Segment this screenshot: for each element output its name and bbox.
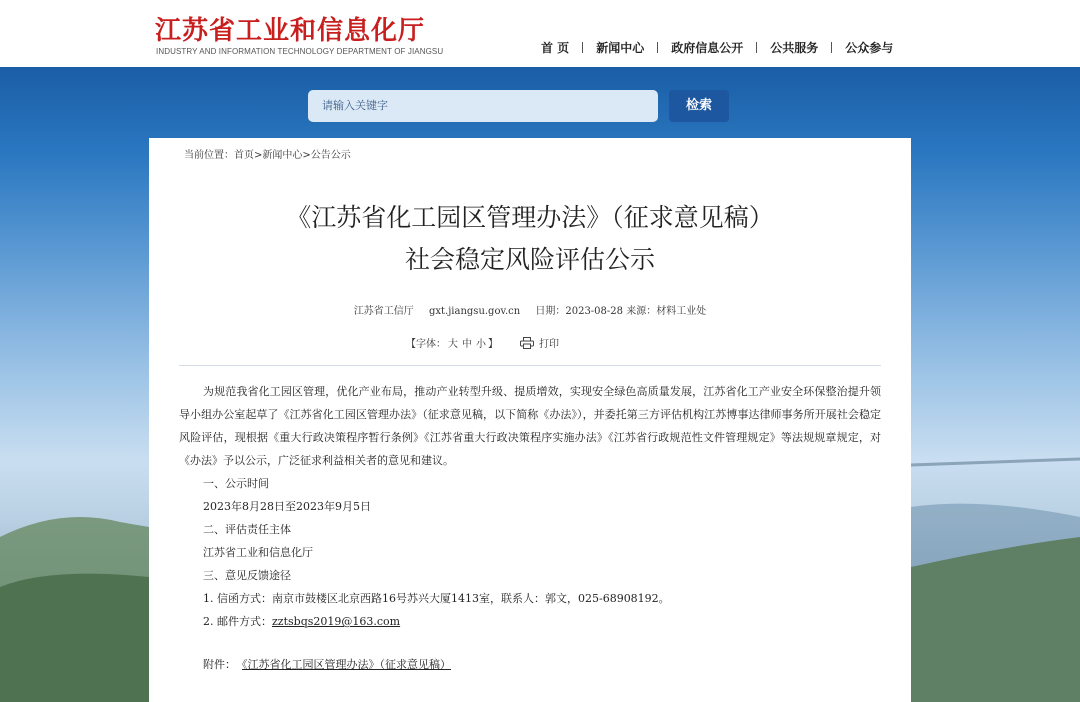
breadcrumb: 当前位置：首页>新闻中心>公告公示 bbox=[184, 150, 351, 161]
font-small-button[interactable]: 小 bbox=[476, 339, 486, 350]
font-medium-button[interactable]: 中 bbox=[462, 339, 472, 350]
attachment-label: 附件： bbox=[203, 658, 236, 671]
article-title-line2: 社会稳定风险评估公示 bbox=[404, 245, 655, 274]
site-logo-english: INDUSTRY AND INFORMATION TECHNOLOGY DEPARTMENT OF JIANGSU bbox=[156, 47, 444, 56]
section1-body: 2023年8月28日至2023年9月5日 bbox=[203, 500, 371, 513]
article-panel bbox=[149, 138, 911, 702]
nav-item-news-center[interactable]: 新闻中心 bbox=[596, 41, 645, 55]
font-size-controls bbox=[406, 335, 559, 350]
meta-source: 江苏省工信厅 bbox=[353, 306, 414, 317]
article-title-line1: 《江苏省化工园区管理办法》（征求意见稿） bbox=[286, 203, 774, 232]
section1-title: 一、公示时间 bbox=[203, 477, 269, 490]
search-button[interactable]: 检索 bbox=[669, 90, 729, 122]
font-large-button[interactable]: 大 bbox=[448, 339, 458, 350]
email-link[interactable]: zztsbqs2019@163.com bbox=[272, 615, 401, 628]
feedback-letter: 1. 信函方式：南京市鼓楼区北京西路16号苏兴大厦1413室，联系人：郭文，025-68908192。 bbox=[203, 592, 670, 605]
nav-item-public-service[interactable]: 公共服务 bbox=[770, 41, 819, 55]
meta-date-origin: 日期：2023-08-28 来源：材料工业处 bbox=[535, 306, 707, 317]
nav-item-public-participation[interactable]: 公众参与 bbox=[845, 41, 894, 55]
main-nav bbox=[528, 39, 906, 56]
font-label-suffix: 】 bbox=[488, 339, 498, 350]
article-body bbox=[179, 380, 881, 676]
section2-title: 二、评估责任主体 bbox=[203, 523, 291, 536]
print-label: 打印 bbox=[539, 339, 559, 350]
feedback-email-row bbox=[179, 610, 881, 633]
article-meta bbox=[149, 302, 911, 317]
attachment-row bbox=[179, 653, 881, 676]
print-button[interactable] bbox=[520, 335, 559, 350]
section2-body: 江苏省工业和信息化厅 bbox=[203, 546, 313, 559]
attachment-link[interactable]: 《江苏省化工园区管理办法》（征求意见稿） bbox=[242, 658, 451, 671]
title-divider bbox=[179, 365, 881, 366]
section3-title: 三、意见反馈途径 bbox=[203, 569, 291, 582]
nav-item-home[interactable]: 首 页 bbox=[541, 41, 570, 55]
site-header bbox=[0, 0, 1080, 67]
printer-icon bbox=[520, 337, 534, 349]
meta-site: gxt.jiangsu.gov.cn bbox=[428, 306, 521, 317]
font-label-prefix: 【字体： bbox=[406, 339, 446, 350]
search-input[interactable]: 请输入关键字 bbox=[308, 90, 658, 122]
nav-item-gov-info[interactable]: 政府信息公开 bbox=[671, 41, 744, 55]
email-label: 2. 邮件方式： bbox=[203, 615, 272, 628]
intro-paragraph: 为规范我省化工园区管理，优化产业布局，推动产业转型升级、提质增效，实现安全绿色高质量发展，江苏省化工产业安全环保整治提升领导小组办公室起草了《江苏省化工园区管理办法》（征求意见稿，以下简称《办法》），并委托第三方评估机构江苏博事达律师事务所开展社会稳定风险评估，现根据《重大行政决策程序暂行条例》《江苏省重大行政决策程序实施办法》《江苏省行政规范性文件管理规定》等法规规章规定，对《办法》予以公示，广泛征求利益相关者的意见和建议。 bbox=[179, 385, 881, 467]
site-logo-chinese[interactable]: 江苏省工业和信息化厅 bbox=[155, 16, 426, 46]
